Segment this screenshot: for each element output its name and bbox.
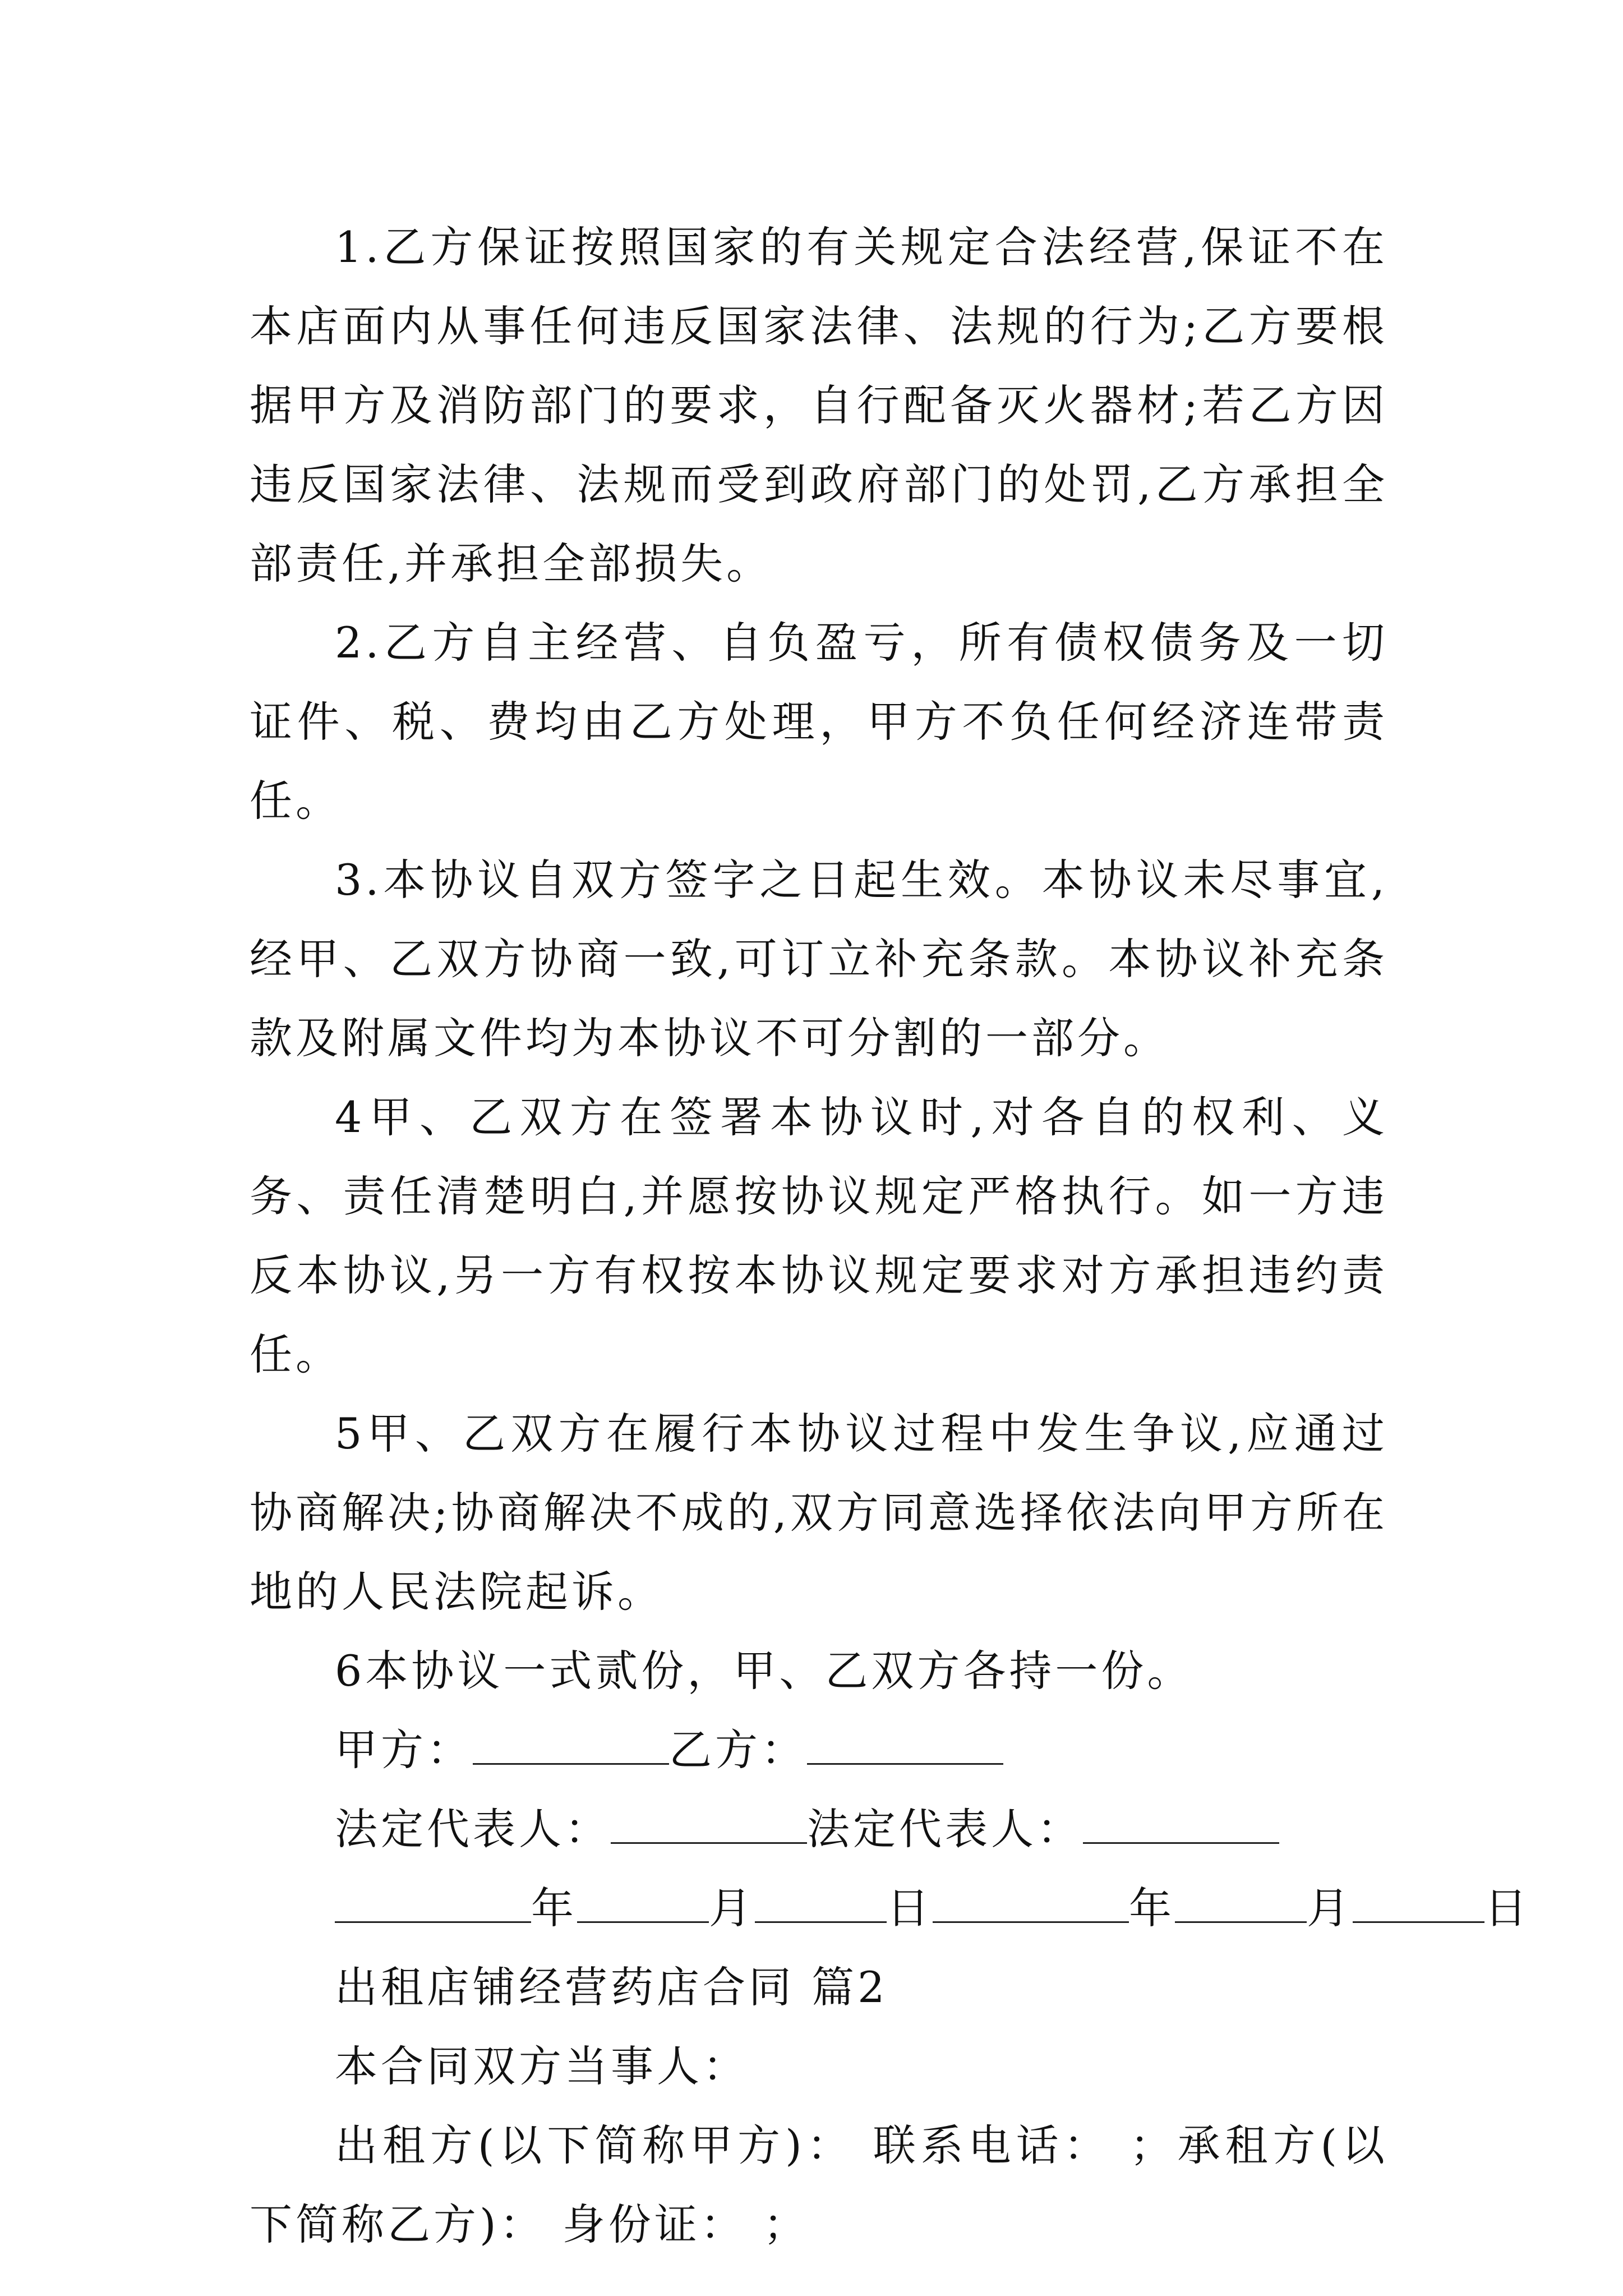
- day-a-label: 日: [887, 1883, 933, 1933]
- party-b-label: 乙方：: [669, 1725, 807, 1775]
- party-b-blank: [807, 1726, 1003, 1765]
- clause-4: 4甲、乙双方在签署本协议时,对各自的权利、义务、责任清楚明白,并愿按协议规定严格执行。如一方违反本协议,另一方有权按本协议规定要求对方承担违约责任。: [250, 1092, 1388, 1379]
- year-b-blank: [933, 1884, 1129, 1923]
- party-a-blank: [473, 1726, 669, 1765]
- clause-6: 6本协议一式贰份，甲、乙双方各持一份。: [335, 1646, 1193, 1696]
- day-a-blank: [755, 1884, 887, 1923]
- month-a-label: 月: [709, 1883, 755, 1933]
- rep-a-label: 法定代表人：: [335, 1804, 611, 1854]
- document-body: [250, 208, 1530, 2264]
- clause-2: 2.乙方自主经营、自负盈亏，所有债权债务及一切证件、税、费均由乙方处理，甲方不负任何经济连带责任。: [250, 618, 1388, 826]
- signature-date-line: [250, 1869, 1530, 1948]
- rep-b-blank: [1083, 1805, 1279, 1844]
- year-a-label: 年: [531, 1883, 577, 1933]
- year-a-blank: [335, 1884, 531, 1923]
- signature-parties-line: [250, 1710, 1388, 1789]
- signature-representatives-line: [250, 1789, 1388, 1869]
- party-a-label: 甲方：: [335, 1725, 473, 1775]
- day-b-label: 日: [1484, 1883, 1530, 1933]
- rep-a-blank: [611, 1805, 807, 1844]
- year-b-label: 年: [1129, 1883, 1175, 1933]
- month-a-blank: [577, 1884, 709, 1923]
- clause-3: 3.本协议自双方签字之日起生效。本协议未尽事宜,经甲、乙双方协商一致,可订立补充条款。本协议补充条款及附属文件均为本协议不可分割的一部分。: [250, 855, 1388, 1063]
- day-b-blank: [1353, 1884, 1484, 1923]
- month-b-label: 月: [1307, 1883, 1353, 1933]
- section-2-heading: 出租店铺经营药店合同 篇2: [335, 1962, 888, 2012]
- month-b-blank: [1175, 1884, 1307, 1923]
- clause-5: 5甲、乙双方在履行本协议过程中发生争议,应通过协商解决;协商解决不成的,双方同意选择依法向甲方所在地的人民法院起诉。: [250, 1409, 1388, 1617]
- rep-b-label: 法定代表人：: [807, 1804, 1083, 1854]
- section-2-parties-intro: 本合同双方当事人：: [335, 2041, 749, 2091]
- section-2-lessor-line: 出租方(以下简称甲方)： 联系电话： ；承租方(以下简称乙方)： 身份证： ；: [250, 2120, 1388, 2249]
- clause-1: 1.乙方保证按照国家的有关规定合法经营,保证不在本店面内从事任何违反国家法律、法规的行为;乙方要根据甲方及消防部门的要求，自行配备灭火器材;若乙方因违反国家法律、法规而受到政府部门的处罚,乙方承担全部责任,并承担全部损失。: [250, 222, 1388, 588]
